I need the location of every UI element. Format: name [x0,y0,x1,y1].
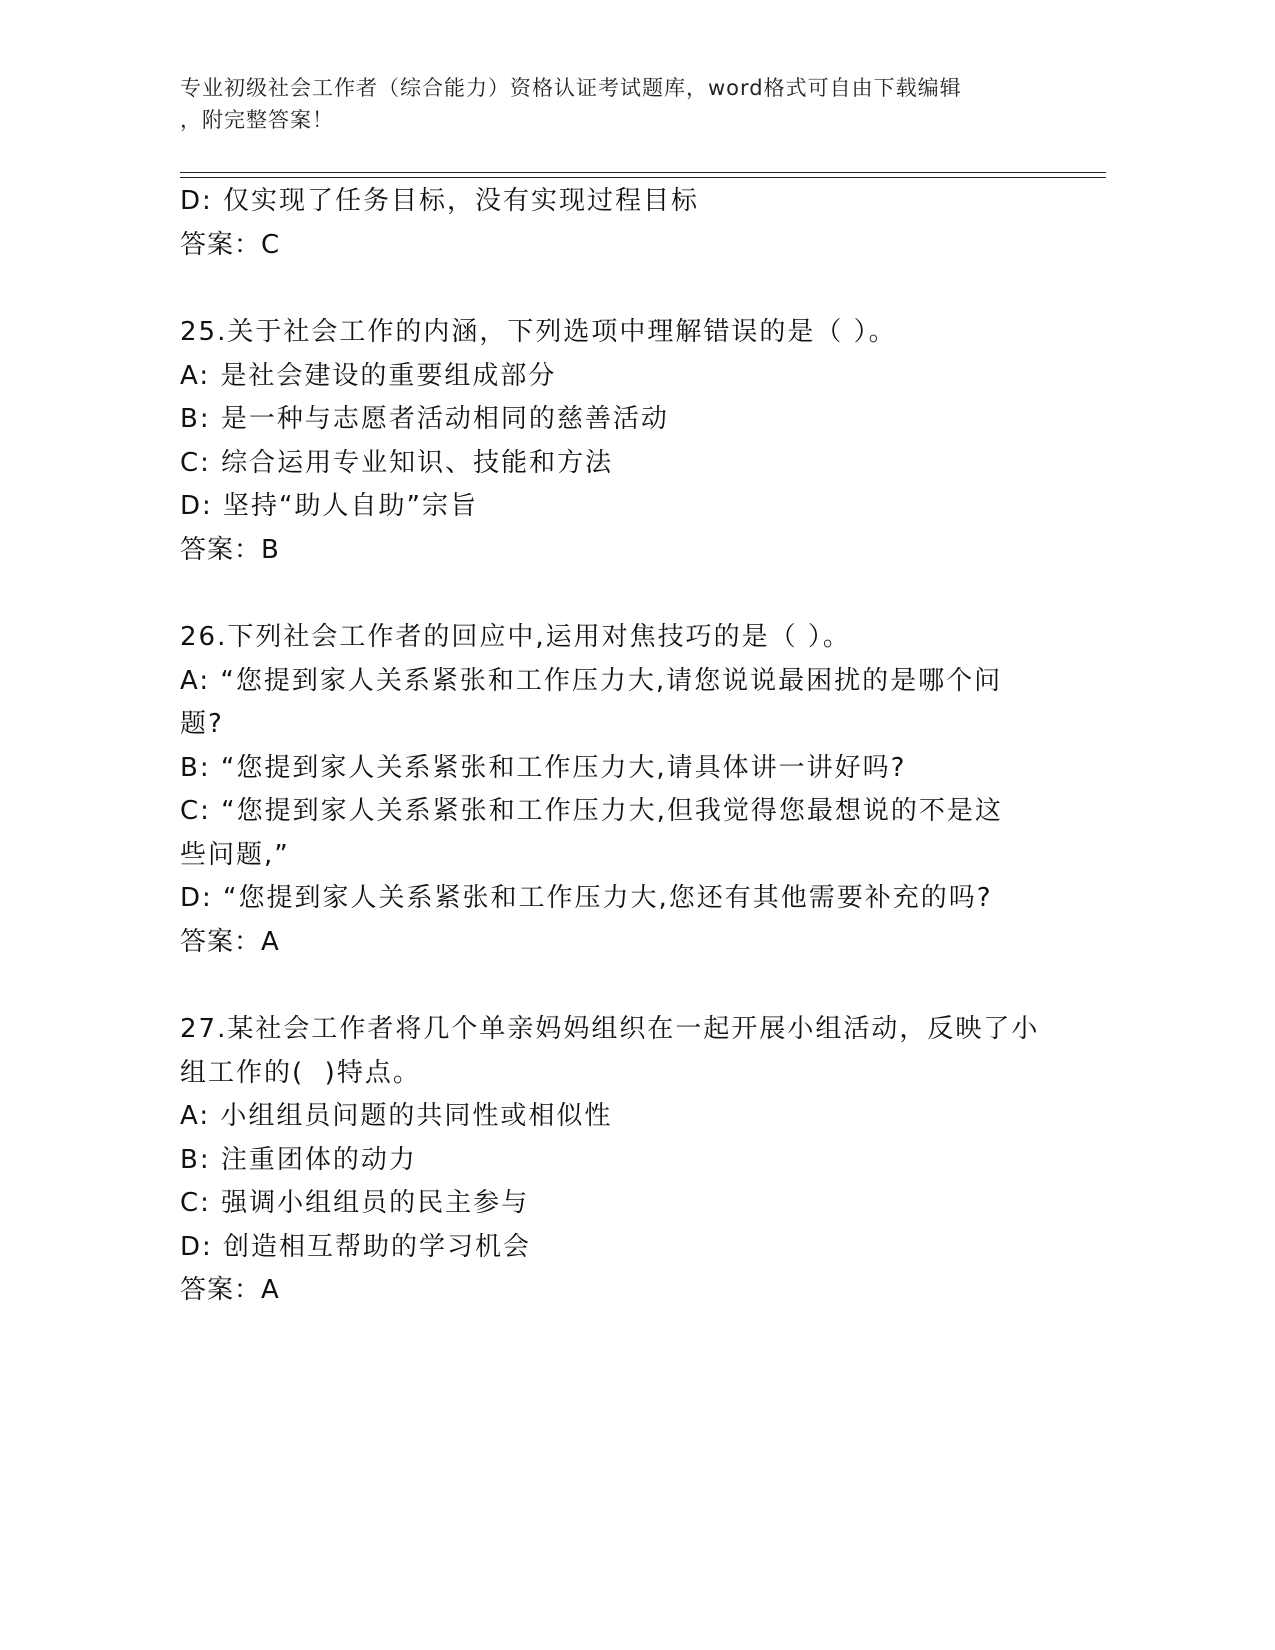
option-c-line-2: 些问题,” [180,839,290,870]
option-d: D: 仅实现了任务目标，没有实现过程目标 [180,186,700,216]
header-line-2: ，附完整答案！ [180,108,334,132]
option-d: D: 坚持“助人自助”宗旨 [180,491,478,521]
option-c: C: 强调小组组员的民主参与 [180,1188,530,1218]
question-stem: 25.关于社会工作的内涵，下列选项中理解错误的是（ ）。 [180,317,897,347]
question-24-tail [180,180,1040,267]
option-c: C: 综合运用专业知识、技能和方法 [180,447,614,478]
header-divider-top [180,172,1106,173]
option-a-line-2: 题? [180,709,224,739]
page-header [180,72,1050,136]
option-b: B: 注重团体的动力 [180,1144,417,1175]
option-a: A: 是社会建设的重要组成部分 [180,360,557,391]
header-divider-bottom [180,177,1106,178]
answer: 答案：B [180,534,280,565]
option-d: D: 创造相互帮助的学习机会 [180,1231,532,1262]
answer: 答案：C [180,229,281,260]
option-a-line-1: A: “您提到家人关系紧张和工作压力大,请您说说最困扰的是哪个问 [180,665,1003,696]
question-26 [180,616,1040,964]
option-b: B: “您提到家人关系紧张和工作压力大,请具体讲一讲好吗? [180,752,907,783]
answer: 答案：A [180,926,280,957]
question-list [180,180,1040,1313]
option-b: B: 是一种与志愿者活动相同的慈善活动 [180,404,669,434]
option-c-line-1: C: “您提到家人关系紧张和工作压力大,但我觉得您最想说的不是这 [180,796,1003,826]
question-27 [180,1008,1040,1313]
option-d: D: “您提到家人关系紧张和工作压力大,您还有其他需要补充的吗? [180,883,993,913]
header-line-1: 专业初级社会工作者（综合能力）资格认证考试题库，word格式可自由下载编辑 [180,76,962,100]
question-25 [180,311,1040,572]
answer: 答案：A [180,1275,280,1305]
question-stem-line-2: 组工作的( )特点。 [180,1057,421,1088]
question-stem: 26.下列社会工作者的回应中,运用对焦技巧的是（ ）。 [180,622,851,652]
question-stem-line-1: 27.某社会工作者将几个单亲妈妈组织在一起开展小组活动，反映了小 [180,1014,1040,1044]
option-a: A: 小组组员问题的共同性或相似性 [180,1101,613,1131]
